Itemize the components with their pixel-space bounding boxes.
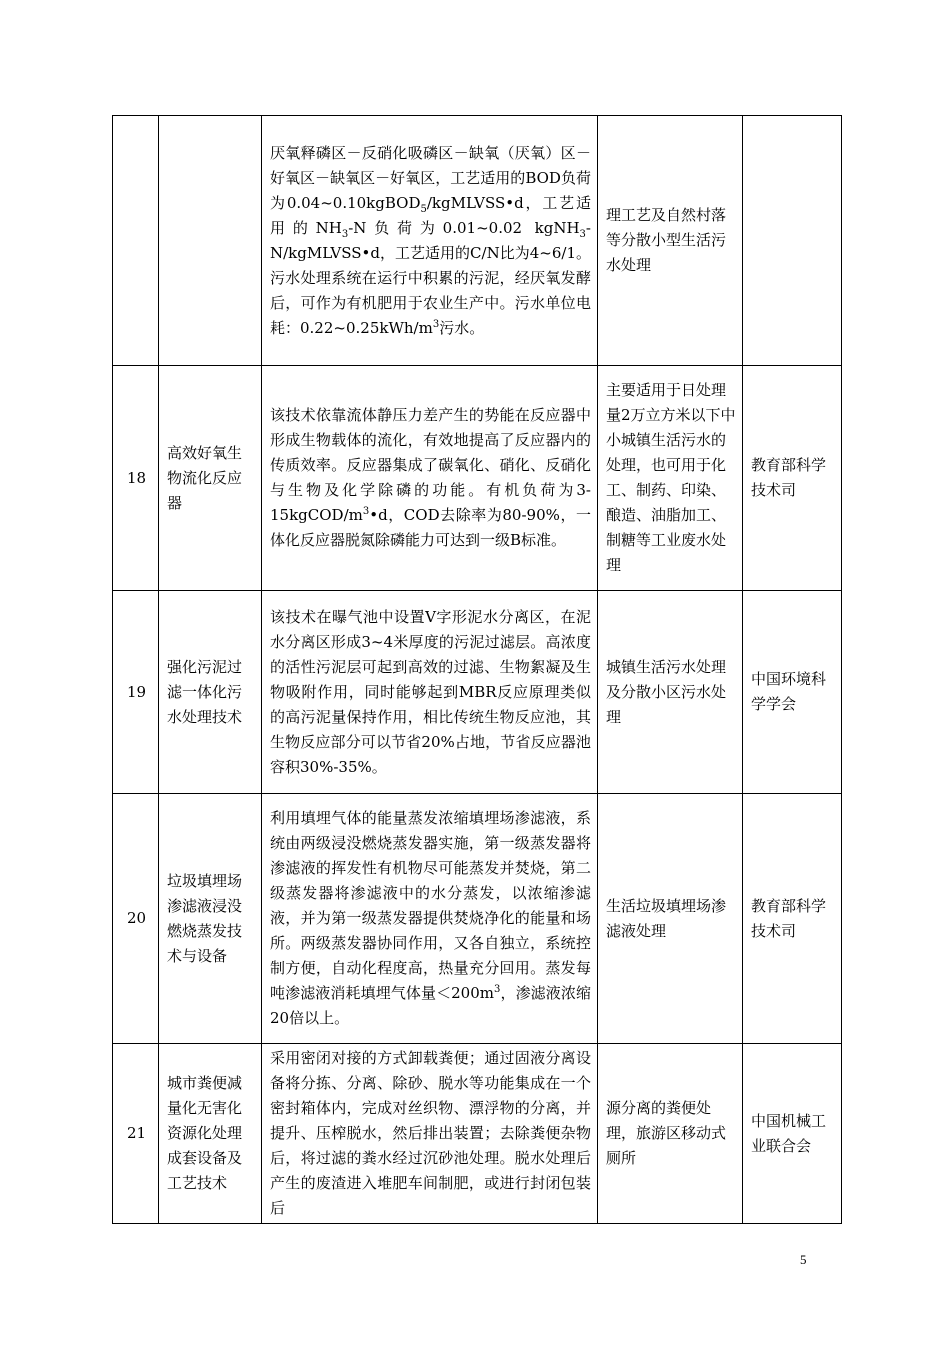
table-row	[113, 366, 842, 591]
tech-name: 城市粪便减量化无害化资源化处理成套设备及工艺技术	[159, 1044, 262, 1224]
row-number	[113, 116, 159, 366]
tech-description: 厌氧释磷区－反硝化吸磷区－缺氧（厌氧）区－好氧区－缺氧区－好氧区，工艺适用的BOD负荷为0.04~0.10kgBOD$_5$/kgMLVSS•d，工艺适用的$NH_3-N$负荷为0.01~0.02 kgNH$_3$-N/kgMLVSS•d，工艺适用的C/N比为4~6/1。污水处理系统在运行中积累的污泥，经厌氧发酵后，可作为有机肥用于农业生产中。污水单位电耗：$0.22\sim 0.25kWh/m^3$污水。	[262, 116, 598, 366]
tech-name	[159, 116, 262, 366]
table-row	[113, 794, 842, 1044]
table-row	[113, 116, 842, 366]
tech-description: 该技术依靠流体静压力差产生的势能在反应器中形成生物载体的流化，有效地提高了反应器内的传质效率。反应器集成了碳氧化、硝化、反硝化与生物及化学除磷的功能。有机负荷为$3-15kgCOD/m^3•d$，COD去除率为80-90%，一体化反应器脱氮除磷能力可达到一级B标准。	[262, 366, 598, 591]
tech-name: 垃圾填埋场渗滤液浸没燃烧蒸发技术与设备	[159, 794, 262, 1044]
application-scope: 城镇生活污水处理及分散小区污水处理	[598, 591, 743, 794]
application-scope: 主要适用于日处理量2万立方米以下中小城镇生活污水的处理，也可用于化工、制药、印染、酿造、油脂加工、制糖等工业废水处理	[598, 366, 743, 591]
table-row	[113, 1044, 842, 1224]
tech-description: 采用密闭对接的方式卸载粪便；通过固液分离设备将分拣、分离、除砂、脱水等功能集成在一个密封箱体内，完成对丝织物、漂浮物的分离，并提升、压榨脱水，然后排出装置；去除粪便杂物后，将过滤的粪水经过沉砂池处理。脱水处理后产生的废渣进入堆肥车间制肥，或进行封闭包装后	[262, 1044, 598, 1224]
row-number: 18	[113, 366, 159, 591]
tech-description: 该技术在曝气池中设置V字形泥水分离区，在泥水分离区形成3~4米厚度的污泥过滤层。高浓度的活性污泥层可起到高效的过滤、生物絮凝及生物吸附作用，同时能够起到MBR反应原理类似的高污泥量保持作用，相比传统生物反应池，其生物反应部分可以节省20%占地，节省反应器池容积30%-35%。	[262, 591, 598, 794]
row-number: 20	[113, 794, 159, 1044]
tech-description: 利用填埋气体的能量蒸发浓缩填埋场渗滤液，系统由两级浸没燃烧蒸发器实施，第一级蒸发器将渗滤液的挥发性有机物尽可能蒸发并焚烧，第二级蒸发器将渗滤液中的水分蒸发，以浓缩渗滤液，并为第一级蒸发器提供焚烧净化的能量和场所。两级蒸发器协同作用，又各自独立，系统控制方便，自动化程度高，热量充分回用。蒸发每吨渗滤液消耗填埋气体量$<200m^3$，渗滤液浓缩20倍以上。	[262, 794, 598, 1044]
tech-name: 高效好氧生物流化反应器	[159, 366, 262, 591]
recommending-unit: 教育部科学技术司	[743, 794, 842, 1044]
technology-table	[112, 115, 842, 1224]
application-scope: 理工艺及自然村落等分散小型生活污水处理	[598, 116, 743, 366]
tech-name: 强化污泥过滤一体化污水处理技术	[159, 591, 262, 794]
row-number: 21	[113, 1044, 159, 1224]
recommending-unit	[743, 116, 842, 366]
row-number: 19	[113, 591, 159, 794]
table-row	[113, 591, 842, 794]
application-scope: 源分离的粪便处理，旅游区移动式厕所	[598, 1044, 743, 1224]
recommending-unit: 教育部科学技术司	[743, 366, 842, 591]
page-number: 5	[800, 1252, 807, 1267]
application-scope: 生活垃圾填埋场渗滤液处理	[598, 794, 743, 1044]
recommending-unit: 中国环境科学学会	[743, 591, 842, 794]
recommending-unit: 中国机械工业联合会	[743, 1044, 842, 1224]
